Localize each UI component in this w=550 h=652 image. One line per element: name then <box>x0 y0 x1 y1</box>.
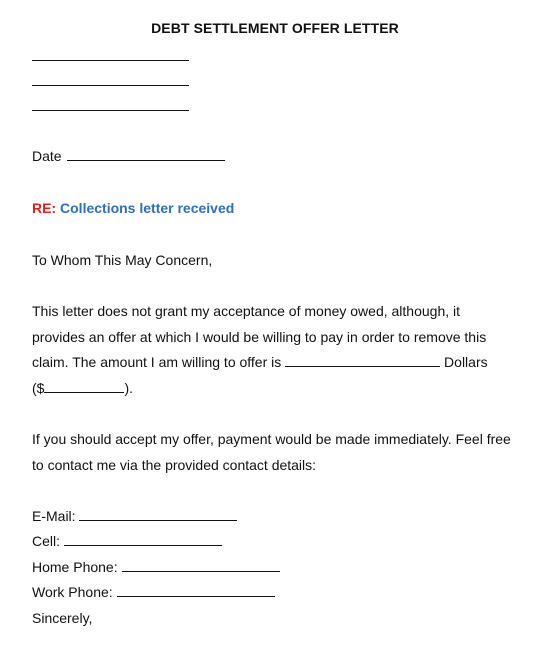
work-phone-line <box>32 583 275 601</box>
address-blank-line-2 <box>32 85 189 86</box>
dollar-paren-open: ($ <box>32 380 45 396</box>
address-blank-line-1 <box>32 60 189 61</box>
re-label: RE: <box>32 200 57 216</box>
paragraph1-line4 <box>32 379 133 397</box>
cell-line <box>32 532 222 550</box>
date-line <box>32 147 225 165</box>
email-line <box>32 507 237 525</box>
home-phone-label: Home Phone: <box>32 559 118 575</box>
re-line <box>32 199 234 217</box>
paragraph2-line1: If you should accept my offer, payment would be made immediately. Feel free <box>32 431 511 447</box>
offer-amount-text: claim. The amount I am willing to offer is <box>32 354 282 370</box>
work-phone-label: Work Phone: <box>32 584 113 600</box>
date-blank <box>67 147 225 161</box>
email-label: E-Mail: <box>32 508 76 524</box>
cell-label: Cell: <box>32 533 61 549</box>
address-blank-line-3 <box>32 110 189 111</box>
paragraph1-line2: provides an offer at which I would be willing to pay in order to remove this <box>32 329 487 345</box>
home-phone-line <box>32 558 280 576</box>
home-phone-blank <box>122 558 280 572</box>
dollars-label: Dollars <box>444 354 488 370</box>
cell-blank <box>64 532 222 546</box>
email-blank <box>79 507 237 521</box>
salutation: To Whom This May Concern, <box>32 252 213 268</box>
letter-title: DEBT SETTLEMENT OFFER LETTER <box>151 20 399 36</box>
dollar-amount-blank <box>44 379 124 393</box>
closing: Sincerely, <box>32 610 93 626</box>
re-subject: Collections letter received <box>60 200 235 216</box>
paragraph1-line1: This letter does not grant my acceptance of money owed, although, it <box>32 303 461 319</box>
paragraph1-line3 <box>32 353 488 371</box>
offer-amount-blank <box>285 353 440 367</box>
work-phone-blank <box>117 583 275 597</box>
date-label: Date <box>32 148 62 164</box>
dollar-paren-close: ). <box>124 380 134 396</box>
paragraph2-line2: to contact me via the provided contact details: <box>32 457 317 473</box>
